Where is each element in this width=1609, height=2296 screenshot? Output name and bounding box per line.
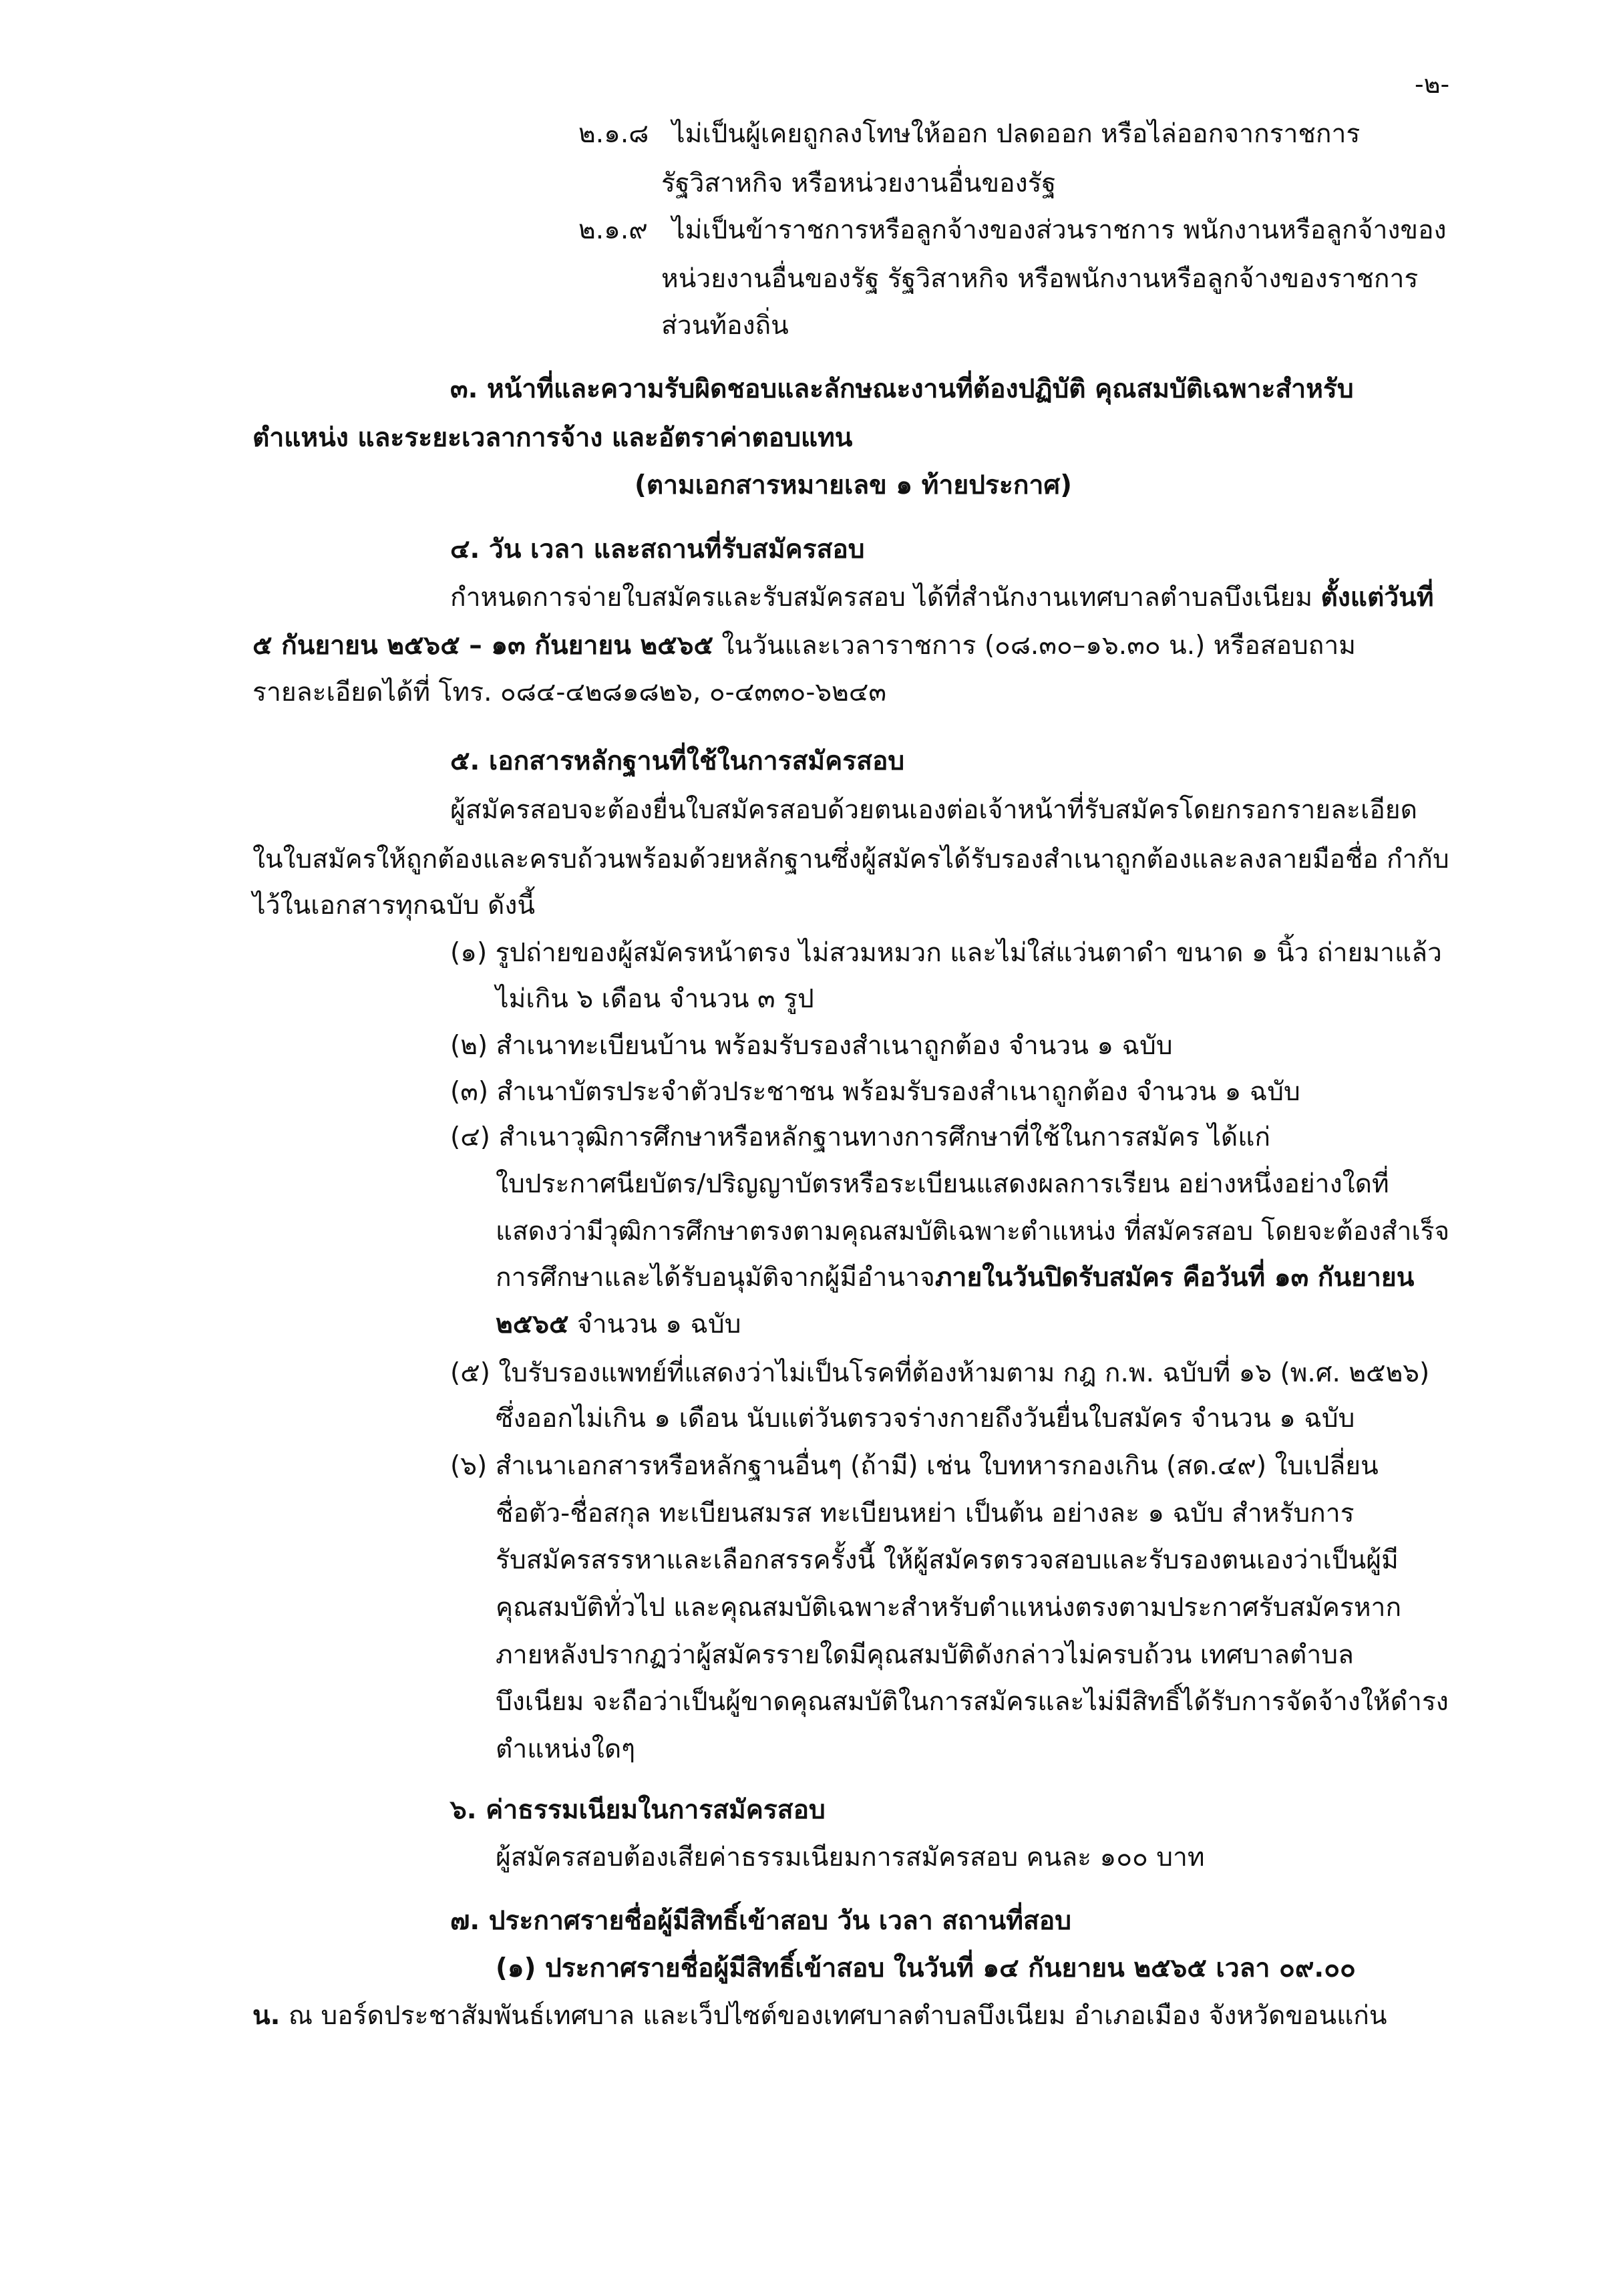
doc-item-4-line3: แสดงว่ามีวุฒิการศึกษาตรงตามคุณสมบัติเฉพาะตำแหน่ง ที่สมัครสอบ โดยจะต้องสำเร็จ	[496, 1216, 1450, 1247]
doc-item-4-line4	[496, 1263, 1414, 1294]
section-7-line1: (๑) ประกาศรายชื่อผู้มีสิทธิ์เข้าสอบ ในวันที่ ๑๔ กันยายน ๒๕๖๕ เวลา ๐๙.๐๐	[496, 1953, 1356, 1983]
section-4-start-date: ตั้งแต่วันที่	[1320, 583, 1434, 613]
doc-item-4-year: ๒๕๖๕	[496, 1309, 569, 1339]
section-6-fee: ผู้สมัครสอบต้องเสียค่าธรรมเนียมการสมัครสอบ คนละ ๑๐๐ บาท	[496, 1842, 1205, 1872]
item-2-1-9-line3: ส่วนท้องถิ่น	[661, 311, 789, 341]
doc-item-6-line3: รับสมัครสรรหาและเลือกสรรครั้งนี้ ให้ผู้สมัครตรวจสอบและรับรองตนเองว่าเป็นผู้มี	[496, 1545, 1399, 1575]
doc-item-4-line5	[496, 1309, 741, 1341]
page-number: -๒-	[1415, 69, 1450, 99]
doc-item-6-line1: (๖) สำเนาเอกสารหรือหลักฐานอื่นๆ (ถ้ามี) เช่น ใบทหารกองเกิน (สด.๔๙) ใบเปลี่ยน	[450, 1451, 1379, 1481]
doc-item-4-line4-text: การศึกษาและได้รับอนุมัติจากผู้มีอำนาจ	[496, 1263, 935, 1293]
item-2-1-9-line1: ไม่เป็นข้าราชการหรือลูกจ้างของส่วนราชการ พนักงานหรือลูกจ้างของ	[672, 215, 1447, 245]
section-3-heading-line2: ตำแหน่ง และระยะเวลาการจ้าง และอัตราค่าตอบแทน	[252, 423, 853, 453]
doc-item-4-deadline: ภายในวันปิดรับสมัคร คือวันที่ ๑๓ กันยายน	[934, 1263, 1415, 1293]
section-7-line2	[252, 2001, 1387, 2032]
item-2-1-8-number: ๒.๑.๘	[578, 119, 649, 149]
section-7-location: ณ บอร์ดประชาสัมพันธ์เทศบาล และเว็ปไซต์ของเทศบาลตำบลบึงเนียม อำเภอเมือง จังหวัดขอนแก่น	[280, 2001, 1387, 2031]
doc-item-3: (๓) สำเนาบัตรประจำตัวประชาชน พร้อมรับรองสำเนาถูกต้อง จำนวน ๑ ฉบับ	[450, 1077, 1300, 1107]
section-5-heading: ๕. เอกสารหลักฐานที่ใช้ในการสมัครสอบ	[450, 746, 905, 776]
section-6-heading: ๖. ค่าธรรมเนียมในการสมัครสอบ	[450, 1795, 826, 1825]
item-2-1-9-number: ๒.๑.๙	[578, 215, 648, 245]
section-4-line2	[252, 631, 1356, 662]
section-7-time-suffix: น.	[252, 2001, 281, 2031]
doc-item-1-line2: ไม่เกิน ๖ เดือน จำนวน ๓ รูป	[496, 984, 814, 1014]
doc-item-6-line4: คุณสมบัติทั่วไป และคุณสมบัติเฉพาะสำหรับตำแหน่งตรงตามประกาศรับสมัครหาก	[496, 1593, 1402, 1623]
section-4-heading: ๔. วัน เวลา และสถานที่รับสมัครสอบ	[450, 534, 865, 564]
section-3-heading-line1: ๓. หน้าที่และความรับผิดชอบและลักษณะงานที่ต้องปฏิบัติ คุณสมบัติเฉพาะสำหรับ	[450, 374, 1354, 404]
section-3-heading-line3: (ตามเอกสารหมายเลข ๑ ท้ายประกาศ)	[635, 470, 1072, 500]
doc-item-5-line2: ซึ่งออกไม่เกิน ๑ เดือน นับแต่วันตรวจร่างกายถึงวันยื่นใบสมัคร จำนวน ๑ ฉบับ	[496, 1404, 1355, 1434]
doc-item-6-line7: ตำแหน่งใดๆ	[496, 1734, 636, 1764]
section-5-intro-line1: ผู้สมัครสอบจะต้องยื่นใบสมัครสอบด้วยตนเองต่อเจ้าหน้าที่รับสมัครโดยกรอกรายละเอียด	[450, 795, 1417, 825]
section-4-line1	[450, 583, 1434, 614]
section-5-intro-line3: ไว้ในเอกสารทุกฉบับ ดังนี้	[252, 890, 536, 921]
section-4-hours: ในวันและเวลาราชการ (๐๘.๓๐–๑๖.๓๐ น.) หรือสอบถาม	[713, 631, 1357, 661]
doc-item-2: (๒) สำเนาทะเบียนบ้าน พร้อมรับรองสำเนาถูกต้อง จำนวน ๑ ฉบับ	[450, 1031, 1173, 1061]
section-5-intro-line2: ในใบสมัครให้ถูกต้องและครบถ้วนพร้อมด้วยหลักฐานซึ่งผู้สมัครได้รับรองสำเนาถูกต้องและลงลายมือชื่อ กำกับ	[252, 844, 1449, 874]
item-2-1-8-line2: รัฐวิสาหกิจ หรือหน่วยงานอื่นของรัฐ	[661, 168, 1057, 198]
doc-item-6-line2: ชื่อตัว-ชื่อสกุล ทะเบียนสมรส ทะเบียนหย่า เป็นต้น อย่างละ ๑ ฉบับ สำหรับการ	[496, 1498, 1355, 1528]
item-2-1-9-line2: หน่วยงานอื่นของรัฐ รัฐวิสาหกิจ หรือพนักงานหรือลูกจ้างของราชการ	[661, 264, 1419, 294]
doc-item-4-line2: ใบประกาศนียบัตร/ปริญญาบัตรหรือระเบียนแสดงผลการเรียน อย่างหนึ่งอย่างใดที่	[496, 1169, 1389, 1199]
doc-item-5-line1: (๕) ใบรับรองแพทย์ที่แสดงว่าไม่เป็นโรคที่ต้องห้ามตาม กฎ ก.พ. ฉบับที่ ๑๖ (พ.ศ. ๒๕๒๖)	[450, 1358, 1430, 1388]
doc-item-6-line6: บึงเนียม จะถือว่าเป็นผู้ขาดคุณสมบัติในการสมัครและไม่มีสิทธิ์ได้รับการจัดจ้างให้ดำรง	[496, 1687, 1449, 1717]
section-4-contact: รายละเอียดได้ที่ โทร. ๐๘๔-๔๒๘๑๘๒๖, ๐-๔๓๓๐-๖๒๔๓	[252, 677, 887, 707]
doc-item-1-line1: (๑) รูปถ่ายของผู้สมัครหน้าตรง ไม่สวมหมวก และไม่ใส่แว่นตาดำ ขนาด ๑ นิ้ว ถ่ายมาแล้ว	[450, 938, 1442, 968]
item-2-1-8-line1: ไม่เป็นผู้เคยถูกลงโทษให้ออก ปลดออก หรือไล่ออกจากราชการ	[672, 119, 1361, 149]
doc-item-4-count: จำนวน ๑ ฉบับ	[568, 1309, 741, 1339]
section-4-date-range: ๕ กันยายน ๒๕๖๕ – ๑๓ กันยายน ๒๕๖๕	[252, 631, 713, 661]
section-4-line1-text: กำหนดการจ่ายใบสมัครและรับสมัครสอบ ได้ที่สำนักงานเทศบาลตำบลบึงเนียม	[450, 583, 1321, 613]
section-7-heading: ๗. ประกาศรายชื่อผู้มีสิทธิ์เข้าสอบ วัน เวลา สถานที่สอบ	[450, 1906, 1071, 1936]
doc-item-4-line1: (๔) สำเนาวุฒิการศึกษาหรือหลักฐานทางการศึกษาที่ใช้ในการสมัคร ได้แก่	[450, 1122, 1270, 1152]
doc-item-6-line5: ภายหลังปรากฏว่าผู้สมัครรายใดมีคุณสมบัติดังกล่าวไม่ครบถ้วน เทศบาลตำบล	[496, 1640, 1354, 1670]
